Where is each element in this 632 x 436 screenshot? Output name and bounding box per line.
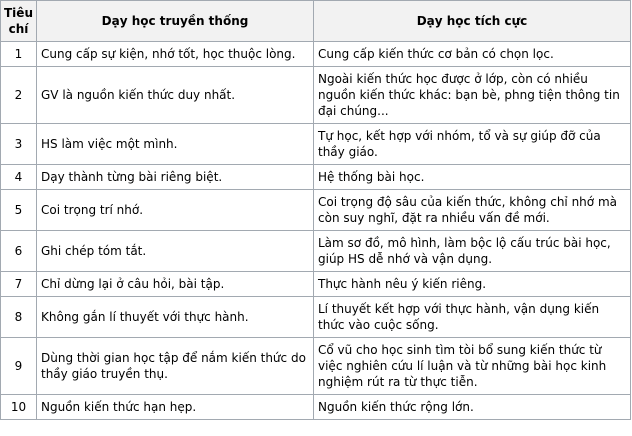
active-cell: Lí thuyết kết hợp với thực hành, vận dụng kiến thức vào cuộc sống. [314,297,631,338]
active-cell: Tự học, kết hợp với nhóm, tổ và sự giúp đỡ của thầy giáo. [314,124,631,165]
header-row [1,1,631,42]
row-number: 7 [1,272,37,297]
table-row [1,395,631,420]
traditional-cell: Không gắn lí thuyết với thực hành. [37,297,314,338]
table-row [1,165,631,190]
row-number: 9 [1,338,37,395]
traditional-cell: Cung cấp sự kiện, nhớ tốt, học thuộc lòng. [37,42,314,67]
row-number: 3 [1,124,37,165]
row-number: 8 [1,297,37,338]
active-cell: Cổ vũ cho học sinh tìm tòi bổ sung kiến thức từ việc nghiên cứu lí luận và từ những bài học kinh nghiệm rút ra từ thực tiễn. [314,338,631,395]
table-row [1,67,631,124]
table-row [1,338,631,395]
traditional-cell: Coi trọng trí nhớ. [37,190,314,231]
traditional-cell: Dạy thành từng bài riêng biệt. [37,165,314,190]
table-row [1,190,631,231]
active-cell: Ngoài kiến thức học được ở lớp, còn có nhiều nguồn kiến thức khác: bạn bè, phng tiện thông tin đại chúng... [314,67,631,124]
table-row [1,272,631,297]
header-criteria: Tiêu chí [1,1,37,42]
table-row [1,297,631,338]
active-cell: Nguồn kiến thức rộng lớn. [314,395,631,420]
table-row [1,231,631,272]
traditional-cell: Ghi chép tóm tắt. [37,231,314,272]
table-row [1,124,631,165]
active-cell: Coi trọng độ sâu của kiến thức, không chỉ nhớ mà còn suy nghĩ, đặt ra nhiều vấn đề mới. [314,190,631,231]
traditional-cell: HS làm việc một mình. [37,124,314,165]
row-number: 10 [1,395,37,420]
active-cell: Hệ thống bài học. [314,165,631,190]
traditional-cell: Nguồn kiến thức hạn hẹp. [37,395,314,420]
header-traditional: Dạy học truyền thống [37,1,314,42]
traditional-cell: GV là nguồn kiến thức duy nhất. [37,67,314,124]
header-active: Dạy học tích cực [314,1,631,42]
row-number: 4 [1,165,37,190]
traditional-cell: Chỉ dừng lại ở câu hỏi, bài tập. [37,272,314,297]
row-number: 1 [1,42,37,67]
traditional-cell: Dùng thời gian học tập để nắm kiến thức do thầy giáo truyền thụ. [37,338,314,395]
active-cell: Thực hành nêu ý kiến riêng. [314,272,631,297]
active-cell: Cung cấp kiến thức cơ bản có chọn lọc. [314,42,631,67]
row-number: 5 [1,190,37,231]
table-row [1,42,631,67]
active-cell: Làm sơ đồ, mô hình, làm bộc lộ cấu trúc bài học, giúp HS dễ nhớ và vận dụng. [314,231,631,272]
row-number: 2 [1,67,37,124]
row-number: 6 [1,231,37,272]
